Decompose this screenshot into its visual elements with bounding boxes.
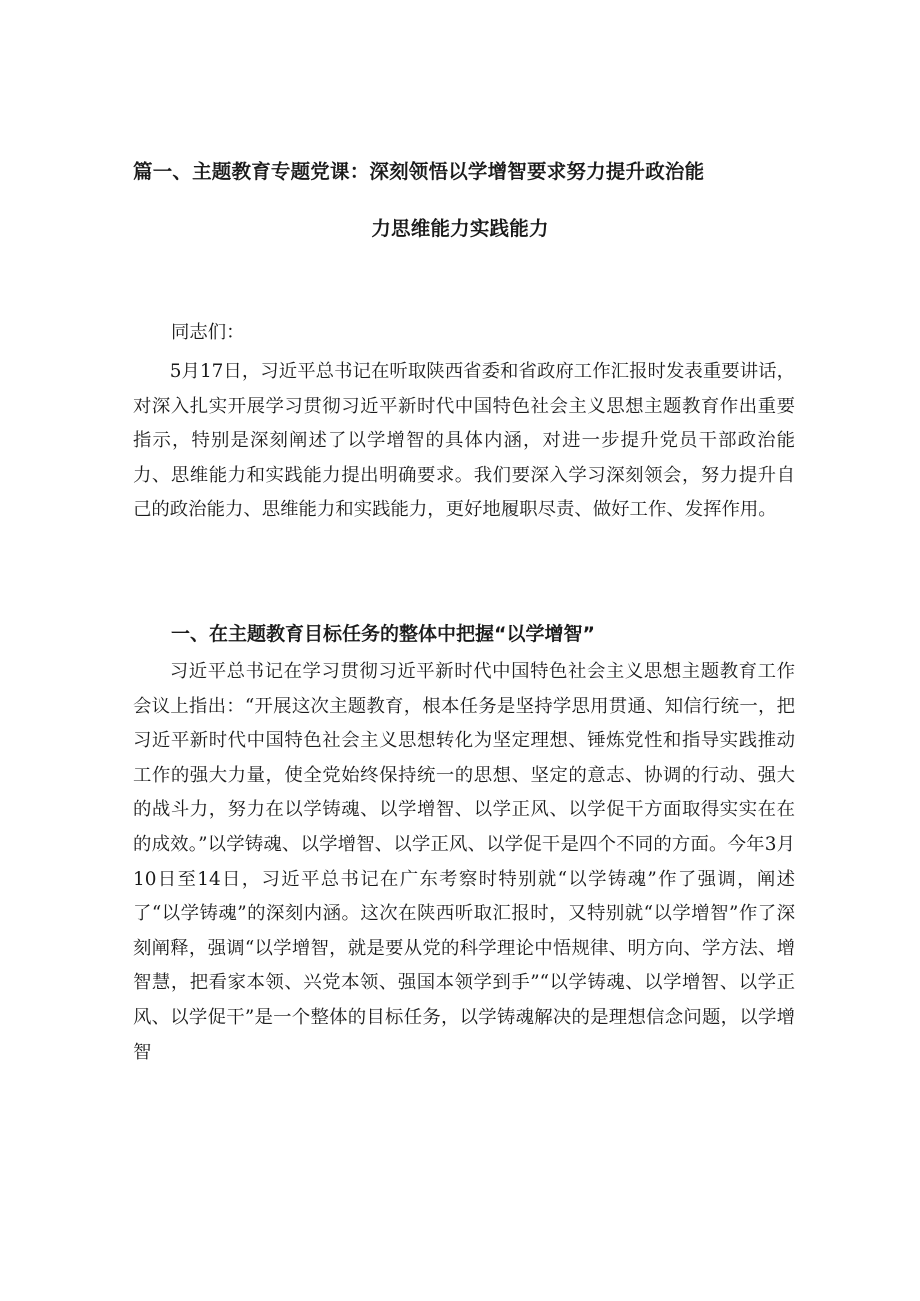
- section-heading-1: 一、在主题教育目标任务的整体中把握“以学增智”: [171, 623, 595, 645]
- paragraph-1: 5月17日，习近平总书记在听取陕西省委和省政府工作汇报时发表重要讲话，对深入扎实开展学习贯彻习近平新时代中国特色社会主义思想主题教育作出重要指示，特别是深刻阐述了以学增智的具体内涵，对进一步提升党员干部政治能力、思维能力和实践能力提出明确要求。我们要深入学习深刻领会，努力提升自己的政治能力、思维能力和实践能力，更好地履职尽责、做好工作、发挥作用。: [133, 361, 795, 521]
- salutation: 同志们：: [171, 322, 245, 343]
- document-title-line-2: 力思维能力实践能力: [371, 217, 549, 240]
- document-title-line-1: 篇一、主题教育专题党课：深刻领悟以学增智要求努力提升政治能: [133, 160, 705, 183]
- paragraph-2: 习近平总书记在学习贯彻习近平新时代中国特色社会主义思想主题教育工作会议上指出：“开展这次主题教育，根本任务是坚持学思用贯通、知信行统一，把习近平新时代中国特色社会主义思想转化为坚定理想、锤炼党性和指导实践推动工作的强大力量，使全党始终保持统一的思想、坚定的意志、协调的行动、强大的战斗力，努力在以学铸魂、以学增智、以学正风、以学促干方面取得实实在在的成效。”以学铸魂、以学增智、以学正风、以学促干是四个不同的方面。今年3月10日至14日，习近平总书记在广东考察时特别就“以学铸魂”作了强调，阐述了“以学铸魂”的深刻内涵。这次在陕西听取汇报时，又特别就“以学增智”作了深刻阐释，强调“以学增智，就是要从党的科学理论中悟规律、明方向、学方法、增智慧，把看家本领、兴党本领、强国本领学到手”“以学铸魂、以学增智、以学正风、以学促干”是一个整体的目标任务，以学铸魂解决的是理想信念问题，以学增智: [133, 661, 795, 1063]
